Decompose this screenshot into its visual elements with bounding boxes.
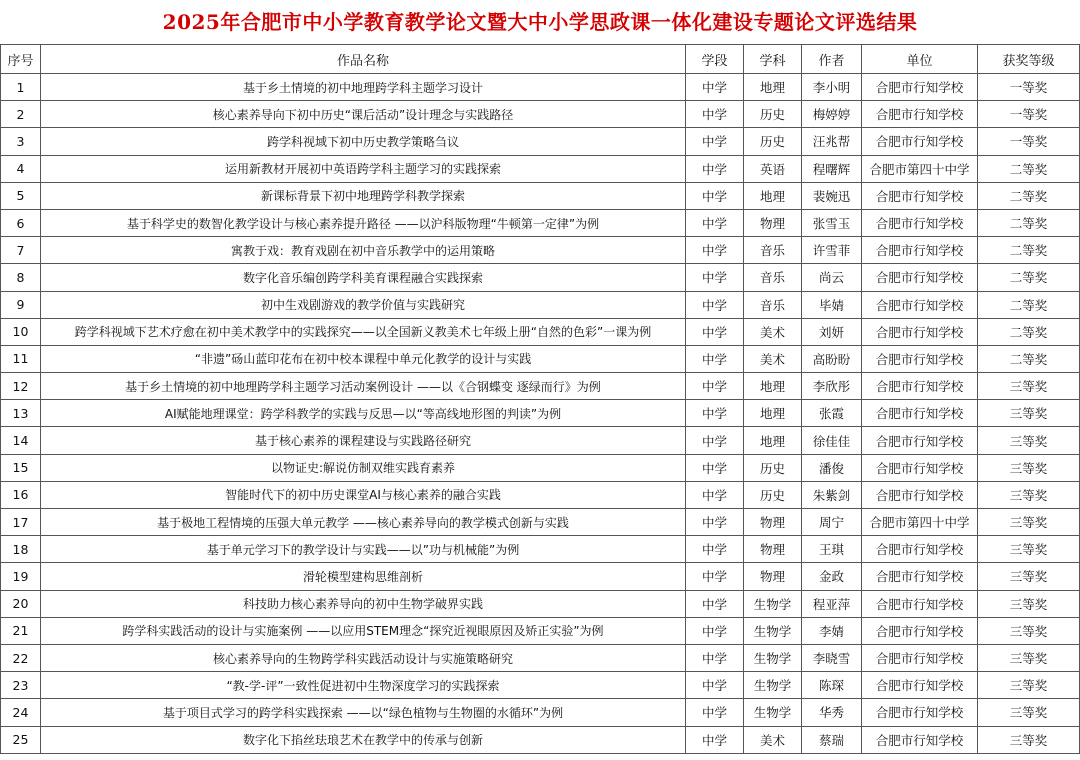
- cell-award: 二等奖: [978, 155, 1080, 182]
- cell-author: 李婧: [802, 617, 862, 644]
- cell-title: “教-学-评”一致性促进初中生物深度学习的实践探索: [41, 672, 686, 699]
- cell-award: 二等奖: [978, 345, 1080, 372]
- cell-author: 陈琛: [802, 672, 862, 699]
- table-row: [1, 672, 1080, 699]
- cell-stage: 中学: [686, 644, 744, 671]
- cell-title: AI赋能地理课堂：跨学科教学的实践与反思—以“等高线地形图的判读”为例: [41, 400, 686, 427]
- cell-subject: 历史: [744, 101, 802, 128]
- cell-author: 张霞: [802, 400, 862, 427]
- cell-subject: 历史: [744, 454, 802, 481]
- cell-stage: 中学: [686, 726, 744, 753]
- cell-unit: 合肥市行知学校: [862, 454, 978, 481]
- cell-stage: 中学: [686, 291, 744, 318]
- table-row: [1, 563, 1080, 590]
- table-row: [1, 373, 1080, 400]
- table-row: [1, 101, 1080, 128]
- cell-unit: 合肥市行知学校: [862, 481, 978, 508]
- table-row: [1, 617, 1080, 644]
- cell-subject: 历史: [744, 481, 802, 508]
- cell-unit: 合肥市行知学校: [862, 237, 978, 264]
- cell-unit: 合肥市行知学校: [862, 563, 978, 590]
- table-row: [1, 644, 1080, 671]
- table-row: [1, 699, 1080, 726]
- cell-index: 7: [1, 237, 41, 264]
- cell-unit: 合肥市行知学校: [862, 400, 978, 427]
- cell-index: 16: [1, 481, 41, 508]
- cell-award: 三等奖: [978, 373, 1080, 400]
- cell-stage: 中学: [686, 182, 744, 209]
- table-row: [1, 128, 1080, 155]
- cell-unit: 合肥市行知学校: [862, 345, 978, 372]
- cell-subject: 历史: [744, 128, 802, 155]
- cell-subject: 物理: [744, 563, 802, 590]
- cell-award: 二等奖: [978, 318, 1080, 345]
- cell-unit: 合肥市行知学校: [862, 726, 978, 753]
- cell-author: 李欣彤: [802, 373, 862, 400]
- cell-award: 二等奖: [978, 264, 1080, 291]
- cell-unit: 合肥市行知学校: [862, 291, 978, 318]
- cell-award: 三等奖: [978, 672, 1080, 699]
- page-title: 2025年合肥市中小学教育教学论文暨大中小学思政课一体化建设专题论文评选结果: [162, 10, 918, 34]
- cell-award: 三等奖: [978, 400, 1080, 427]
- cell-index: 18: [1, 536, 41, 563]
- cell-stage: 中学: [686, 318, 744, 345]
- cell-unit: 合肥市行知学校: [862, 318, 978, 345]
- cell-unit: 合肥市第四十中学: [862, 155, 978, 182]
- cell-subject: 美术: [744, 345, 802, 372]
- cell-subject: 生物学: [744, 644, 802, 671]
- cell-index: 4: [1, 155, 41, 182]
- header-title: 作品名称: [41, 45, 686, 74]
- cell-subject: 物理: [744, 536, 802, 563]
- table-row: [1, 590, 1080, 617]
- cell-index: 19: [1, 563, 41, 590]
- cell-award: 三等奖: [978, 454, 1080, 481]
- header-subject: 学科: [744, 45, 802, 74]
- cell-index: 1: [1, 74, 41, 101]
- cell-index: 10: [1, 318, 41, 345]
- cell-unit: 合肥市行知学校: [862, 644, 978, 671]
- table-row: [1, 454, 1080, 481]
- cell-stage: 中学: [686, 373, 744, 400]
- cell-stage: 中学: [686, 155, 744, 182]
- cell-stage: 中学: [686, 509, 744, 536]
- cell-index: 17: [1, 509, 41, 536]
- cell-index: 5: [1, 182, 41, 209]
- cell-index: 11: [1, 345, 41, 372]
- cell-unit: 合肥市行知学校: [862, 699, 978, 726]
- cell-author: 王琪: [802, 536, 862, 563]
- cell-stage: 中学: [686, 454, 744, 481]
- cell-author: 梅婷婷: [802, 101, 862, 128]
- cell-unit: 合肥市行知学校: [862, 672, 978, 699]
- cell-author: 潘俊: [802, 454, 862, 481]
- cell-award: 二等奖: [978, 209, 1080, 236]
- cell-author: 周宁: [802, 509, 862, 536]
- table-row: [1, 291, 1080, 318]
- cell-title: 基于乡土情境的初中地理跨学科主题学习设计: [41, 74, 686, 101]
- cell-author: 蔡瑞: [802, 726, 862, 753]
- cell-index: 24: [1, 699, 41, 726]
- cell-subject: 物理: [744, 509, 802, 536]
- header-index: 序号: [1, 45, 41, 74]
- cell-index: 6: [1, 209, 41, 236]
- cell-index: 25: [1, 726, 41, 753]
- cell-title: 数字化音乐编创跨学科美育课程融合实践探索: [41, 264, 686, 291]
- cell-author: 李小明: [802, 74, 862, 101]
- cell-unit: 合肥市行知学校: [862, 128, 978, 155]
- cell-award: 三等奖: [978, 617, 1080, 644]
- cell-subject: 地理: [744, 182, 802, 209]
- cell-author: 许雪菲: [802, 237, 862, 264]
- header-award: 获奖等级: [978, 45, 1080, 74]
- cell-stage: 中学: [686, 590, 744, 617]
- cell-subject: 音乐: [744, 264, 802, 291]
- table-row: [1, 427, 1080, 454]
- table-row: [1, 237, 1080, 264]
- cell-subject: 生物学: [744, 672, 802, 699]
- cell-index: 3: [1, 128, 41, 155]
- cell-author: 程曙辉: [802, 155, 862, 182]
- cell-title: 滑轮模型建构思维剖析: [41, 563, 686, 590]
- cell-subject: 地理: [744, 427, 802, 454]
- cell-title: 跨学科视域下初中历史教学策略刍议: [41, 128, 686, 155]
- cell-stage: 中学: [686, 699, 744, 726]
- cell-title: 跨学科实践活动的设计与实施案例 ——以应用STEM理念“探究近视眼原因及矫正实验”为例: [41, 617, 686, 644]
- cell-stage: 中学: [686, 209, 744, 236]
- cell-unit: 合肥市行知学校: [862, 209, 978, 236]
- cell-stage: 中学: [686, 128, 744, 155]
- cell-award: 三等奖: [978, 644, 1080, 671]
- cell-subject: 地理: [744, 400, 802, 427]
- cell-title: 基于项目式学习的跨学科实践探索 ——以“绿色植物与生物圈的水循环”为例: [41, 699, 686, 726]
- cell-subject: 生物学: [744, 590, 802, 617]
- cell-stage: 中学: [686, 536, 744, 563]
- cell-index: 15: [1, 454, 41, 481]
- cell-index: 20: [1, 590, 41, 617]
- cell-stage: 中学: [686, 672, 744, 699]
- cell-author: 金政: [802, 563, 862, 590]
- results-table: [0, 44, 1080, 754]
- cell-title: 智能时代下的初中历史课堂AI与核心素养的融合实践: [41, 481, 686, 508]
- cell-subject: 美术: [744, 318, 802, 345]
- cell-title: 寓教于戏：教育戏剧在初中音乐教学中的运用策略: [41, 237, 686, 264]
- table-row: [1, 209, 1080, 236]
- table-row: [1, 400, 1080, 427]
- table-row: [1, 481, 1080, 508]
- cell-stage: 中学: [686, 237, 744, 264]
- cell-stage: 中学: [686, 74, 744, 101]
- cell-author: 裴婉迅: [802, 182, 862, 209]
- cell-author: 高盼盼: [802, 345, 862, 372]
- cell-title: “非遗”砀山蓝印花布在初中校本课程中单元化教学的设计与实践: [41, 345, 686, 372]
- table-row: [1, 155, 1080, 182]
- cell-unit: 合肥市第四十中学: [862, 509, 978, 536]
- cell-index: 2: [1, 101, 41, 128]
- cell-unit: 合肥市行知学校: [862, 617, 978, 644]
- cell-index: 23: [1, 672, 41, 699]
- cell-unit: 合肥市行知学校: [862, 264, 978, 291]
- cell-award: 一等奖: [978, 128, 1080, 155]
- table-row: [1, 264, 1080, 291]
- cell-award: 二等奖: [978, 237, 1080, 264]
- table-row: [1, 509, 1080, 536]
- cell-award: 三等奖: [978, 590, 1080, 617]
- cell-author: 刘妍: [802, 318, 862, 345]
- table-row: [1, 536, 1080, 563]
- cell-title: 基于单元学习下的教学设计与实践——以”功与机械能”为例: [41, 536, 686, 563]
- cell-award: 一等奖: [978, 101, 1080, 128]
- cell-author: 汪兆帮: [802, 128, 862, 155]
- cell-subject: 音乐: [744, 291, 802, 318]
- cell-stage: 中学: [686, 400, 744, 427]
- header-author: 作者: [802, 45, 862, 74]
- cell-stage: 中学: [686, 617, 744, 644]
- cell-stage: 中学: [686, 563, 744, 590]
- cell-title: 核心素养导向的生物跨学科实践活动设计与实施策略研究: [41, 644, 686, 671]
- cell-stage: 中学: [686, 345, 744, 372]
- table-row: [1, 74, 1080, 101]
- cell-author: 毕婧: [802, 291, 862, 318]
- cell-award: 三等奖: [978, 427, 1080, 454]
- cell-award: 三等奖: [978, 509, 1080, 536]
- cell-author: 朱紫剑: [802, 481, 862, 508]
- cell-subject: 生物学: [744, 699, 802, 726]
- table-row: [1, 726, 1080, 753]
- cell-stage: 中学: [686, 101, 744, 128]
- cell-title: 基于科学史的数智化教学设计与核心素养提升路径 ——以沪科版物理“牛顿第一定律”为例: [41, 209, 686, 236]
- cell-title: 以物证史:解说仿制双维实践育素养: [41, 454, 686, 481]
- cell-subject: 生物学: [744, 617, 802, 644]
- cell-title: 初中生戏剧游戏的教学价值与实践研究: [41, 291, 686, 318]
- header-unit: 单位: [862, 45, 978, 74]
- table-row: [1, 345, 1080, 372]
- cell-unit: 合肥市行知学校: [862, 182, 978, 209]
- table-row: [1, 318, 1080, 345]
- cell-author: 华秀: [802, 699, 862, 726]
- cell-award: 二等奖: [978, 291, 1080, 318]
- cell-award: 三等奖: [978, 699, 1080, 726]
- table-row: [1, 182, 1080, 209]
- cell-unit: 合肥市行知学校: [862, 74, 978, 101]
- cell-award: 三等奖: [978, 481, 1080, 508]
- cell-unit: 合肥市行知学校: [862, 590, 978, 617]
- cell-author: 程亚萍: [802, 590, 862, 617]
- cell-stage: 中学: [686, 264, 744, 291]
- cell-title: 跨学科视域下艺术疗愈在初中美术教学中的实践探究——以全国新义教美术七年级上册“自然的色彩”一课为例: [41, 318, 686, 345]
- cell-title: 科技助力核心素养导向的初中生物学破界实践: [41, 590, 686, 617]
- cell-index: 9: [1, 291, 41, 318]
- cell-title: 运用新教材开展初中英语跨学科主题学习的实践探索: [41, 155, 686, 182]
- cell-author: 徐佳佳: [802, 427, 862, 454]
- cell-unit: 合肥市行知学校: [862, 101, 978, 128]
- cell-award: 三等奖: [978, 536, 1080, 563]
- cell-index: 14: [1, 427, 41, 454]
- cell-title: 基于乡土情境的初中地理跨学科主题学习活动案例设计 ——以《合钢蝶变 逐绿而行》为例: [41, 373, 686, 400]
- cell-title: 基于核心素养的课程建设与实践路径研究: [41, 427, 686, 454]
- cell-award: 二等奖: [978, 182, 1080, 209]
- cell-subject: 地理: [744, 373, 802, 400]
- cell-subject: 音乐: [744, 237, 802, 264]
- cell-index: 13: [1, 400, 41, 427]
- header-stage: 学段: [686, 45, 744, 74]
- header-row: [1, 45, 1080, 74]
- cell-index: 12: [1, 373, 41, 400]
- cell-subject: 英语: [744, 155, 802, 182]
- cell-award: 一等奖: [978, 74, 1080, 101]
- cell-index: 22: [1, 644, 41, 671]
- cell-author: 尚云: [802, 264, 862, 291]
- cell-award: 三等奖: [978, 726, 1080, 753]
- cell-unit: 合肥市行知学校: [862, 427, 978, 454]
- cell-title: 基于极地工程情境的压强大单元教学 ——核心素养导向的教学模式创新与实践: [41, 509, 686, 536]
- cell-title: 新课标背景下初中地理跨学科教学探索: [41, 182, 686, 209]
- cell-title: 数字化下掐丝珐琅艺术在教学中的传承与创新: [41, 726, 686, 753]
- cell-subject: 美术: [744, 726, 802, 753]
- cell-stage: 中学: [686, 427, 744, 454]
- cell-author: 张雪玉: [802, 209, 862, 236]
- cell-index: 8: [1, 264, 41, 291]
- cell-unit: 合肥市行知学校: [862, 536, 978, 563]
- cell-subject: 物理: [744, 209, 802, 236]
- cell-title: 核心素养导向下初中历史“课后活动”设计理念与实践路径: [41, 101, 686, 128]
- cell-unit: 合肥市行知学校: [862, 373, 978, 400]
- cell-index: 21: [1, 617, 41, 644]
- cell-stage: 中学: [686, 481, 744, 508]
- cell-subject: 地理: [744, 74, 802, 101]
- cell-award: 三等奖: [978, 563, 1080, 590]
- cell-author: 李晓雪: [802, 644, 862, 671]
